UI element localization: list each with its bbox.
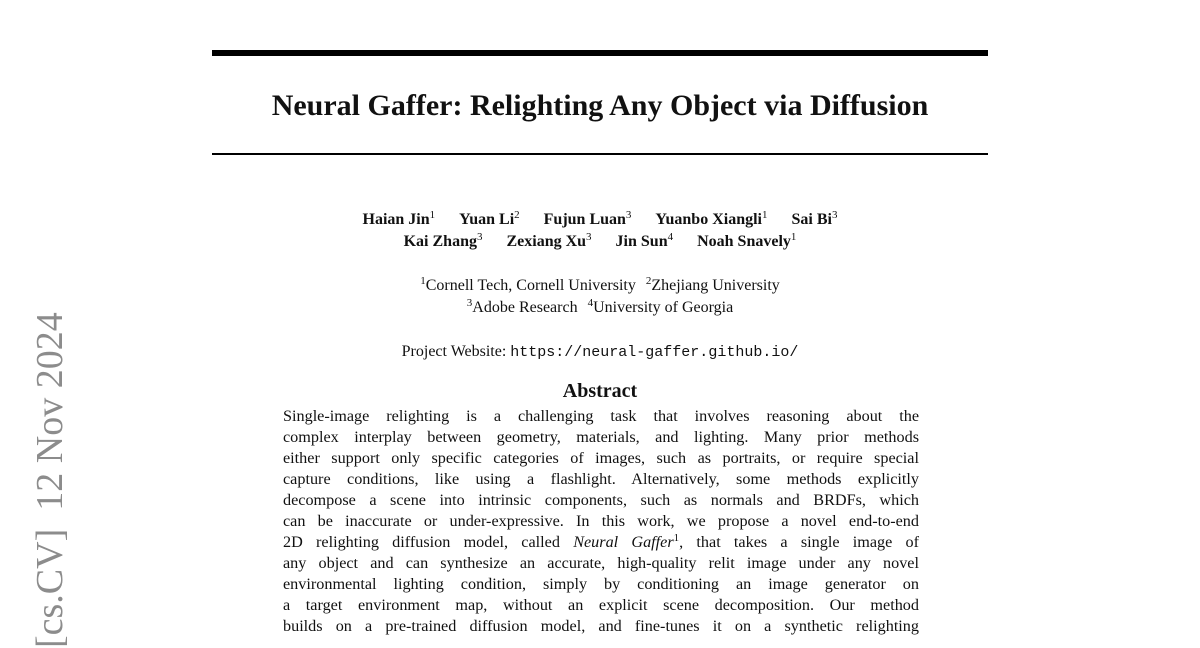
- affiliation: $^3$Adobe Research: [466, 297, 578, 316]
- arxiv-date: 12 Nov 2024: [29, 312, 71, 511]
- affiliation: $^2$Zhejiang University: [645, 275, 780, 294]
- arxiv-sidebar-stamp: [28, 288, 72, 648]
- author-list: [212, 209, 988, 253]
- paper-title: Neural Gaffer: Relighting Any Object via Diffusion: [271, 89, 929, 122]
- abstract-line: complex interplay between geometry, materials, and lighting. Many prior methods: [283, 428, 919, 446]
- abstract-body: [283, 406, 919, 637]
- project-website: [212, 341, 988, 364]
- arxiv-category: [cs.CV]: [29, 528, 71, 648]
- author: Yuanbo Xiangli$^1$: [655, 209, 768, 228]
- method-name: Neural Gaffer: [573, 533, 674, 551]
- affiliation-list: [212, 275, 988, 319]
- abstract-line: Single-image relighting is a challenging task that involves reasoning about the: [283, 407, 919, 425]
- affiliation: $^4$University of Georgia: [587, 297, 734, 316]
- author: Noah Snavely$^1$: [697, 231, 797, 250]
- author: Haian Jin$^1$: [362, 209, 436, 228]
- title-bottom-rule: [212, 153, 988, 155]
- footnote-marker: 1: [673, 532, 680, 544]
- abstract-line: can be inaccurate or under-expressive. In this work, we propose a novel end-to-end: [283, 512, 919, 530]
- affiliation-line-2: [212, 297, 988, 319]
- author: Zexiang Xu$^3$: [506, 231, 592, 250]
- title-top-rule: [212, 50, 988, 56]
- abstract-heading: Abstract: [562, 380, 638, 402]
- author-line-1: [212, 209, 988, 231]
- author: Kai Zhang$^3$: [403, 231, 483, 250]
- abstract-line: any object and can synthesize an accurate, high-quality relit image under any novel: [283, 554, 919, 572]
- website-label: Project Website:: [401, 343, 507, 360]
- author: Fujun Luan$^3$: [543, 209, 632, 228]
- abstract-line: capture conditions, like using a flashlight. Alternatively, some methods explicitly: [283, 470, 919, 488]
- abstract-line: either support only specific categories of images, such as portraits, or require special: [283, 449, 919, 467]
- author: Sai Bi$^3$: [791, 209, 838, 228]
- author-line-2: [212, 231, 988, 253]
- author: Yuan Li$^2$: [459, 209, 520, 228]
- abstract-line: 2D relighting diffusion model, called Neural Gaffer$^1$, that takes a single image of: [283, 532, 919, 551]
- author: Jin Sun$^4$: [615, 231, 674, 250]
- affiliation: $^1$Cornell Tech, Cornell University: [420, 275, 636, 294]
- abstract-line: decompose a scene into intrinsic components, such as normals and BRDFs, which: [283, 491, 919, 509]
- affiliation-line-1: [212, 275, 988, 297]
- website-link[interactable]: https://neural-gaffer.github.io/: [510, 344, 799, 361]
- abstract-line: a target environment map, without an explicit scene decomposition. Our method: [283, 596, 919, 614]
- abstract-line: environmental lighting condition, simply by conditioning an image generator on: [283, 575, 919, 593]
- abstract-line: builds on a pre-trained diffusion model, and fine-tunes it on a synthetic relighting: [283, 617, 919, 635]
